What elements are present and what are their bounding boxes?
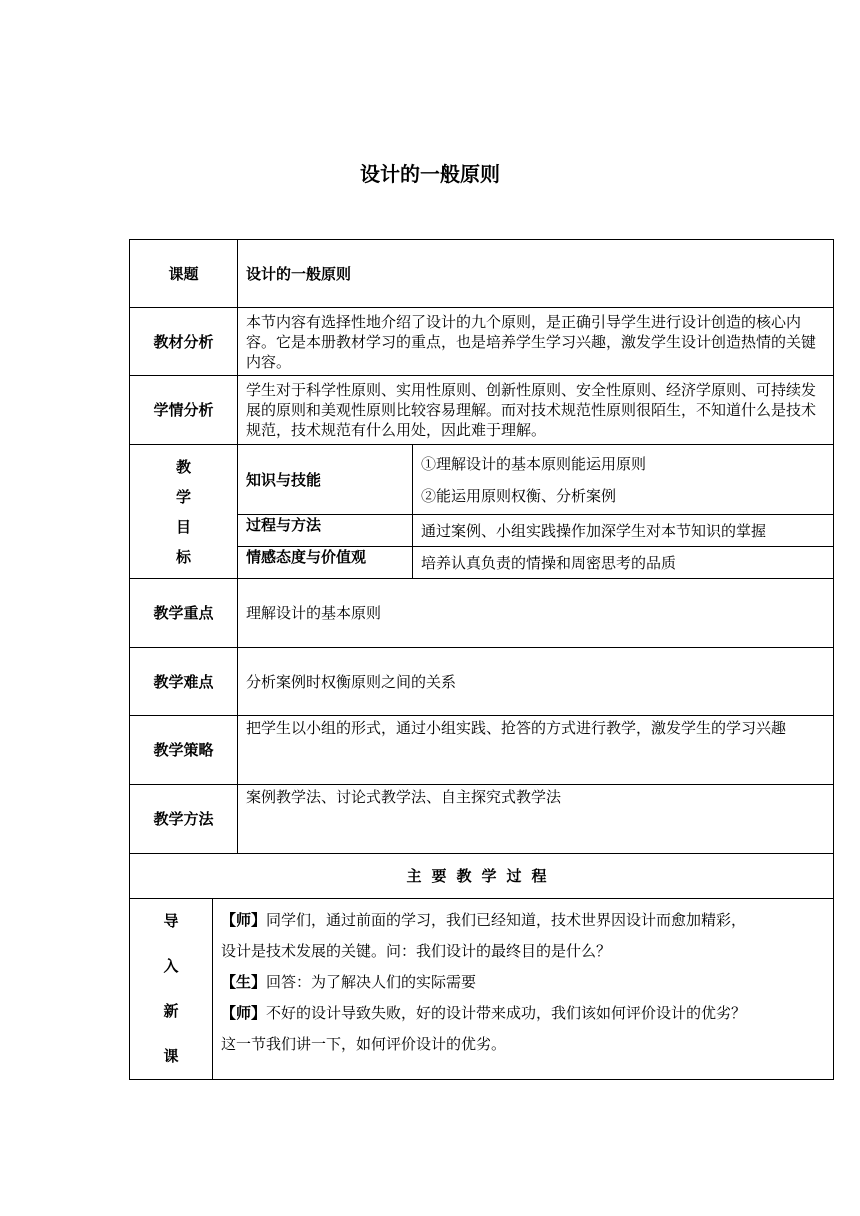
learners-label: 学情分析 bbox=[130, 376, 238, 445]
lesson-plan-table bbox=[129, 239, 834, 1080]
knowledge-item: ①理解设计的基本原则能运用原则 bbox=[421, 454, 647, 473]
intro-label-char: 课 bbox=[163, 1047, 179, 1065]
intro-line: 【生】回答：为了解决人们的实际需要 bbox=[221, 973, 477, 991]
knowledge-label: 知识与技能 bbox=[238, 445, 413, 515]
intro-label-char: 新 bbox=[163, 1002, 179, 1020]
strategy-value: 把学生以小组的形式，通过小组实践、抢答的方式进行教学，激发学生的学习兴趣 bbox=[238, 716, 834, 785]
row-difficulty bbox=[130, 648, 834, 716]
row-topic bbox=[130, 240, 834, 308]
row-learners bbox=[130, 376, 834, 445]
goals-label-char: 教 bbox=[176, 457, 192, 476]
intro-label-char: 入 bbox=[163, 957, 179, 975]
material-label: 教材分析 bbox=[130, 308, 238, 376]
goals-label bbox=[130, 445, 238, 579]
knowledge-values bbox=[413, 445, 834, 515]
goals-label-char: 学 bbox=[176, 487, 192, 506]
difficulty-label: 教学难点 bbox=[130, 648, 238, 716]
knowledge-item: ②能运用原则权衡、分析案例 bbox=[421, 486, 617, 505]
process-label: 过程与方法 bbox=[238, 515, 413, 547]
row-material bbox=[130, 308, 834, 376]
key-value: 理解设计的基本原则 bbox=[238, 579, 834, 648]
strategy-label: 教学策略 bbox=[130, 716, 238, 785]
intro-label-char: 导 bbox=[163, 912, 179, 930]
intro-line: 【师】同学们，通过前面的学习，我们已经知道，技术世界因设计而愈加精彩， bbox=[221, 911, 747, 929]
row-goal-knowledge bbox=[130, 445, 834, 515]
goals-label-char: 目 bbox=[176, 517, 192, 536]
row-intro bbox=[130, 899, 834, 1080]
emotion-label: 情感态度与价值观 bbox=[238, 547, 413, 579]
topic-value: 设计的一般原则 bbox=[238, 240, 834, 308]
difficulty-value: 分析案例时权衡原则之间的关系 bbox=[238, 648, 834, 716]
process-value: 通过案例、小组实践操作加深学生对本节知识的掌握 bbox=[413, 515, 834, 547]
process-heading: 主要教学过程 bbox=[130, 854, 834, 899]
row-key bbox=[130, 579, 834, 648]
goals-label-char: 标 bbox=[176, 547, 192, 566]
intro-line: 【师】不好的设计导致失败，好的设计带来成功，我们该如何评价设计的优劣？ bbox=[221, 1004, 747, 1022]
page-title: 设计的一般原则 bbox=[360, 162, 500, 186]
learners-value: 学生对于科学性原则、实用性原则、创新性原则、安全性原则、经济学原则、可持续发展的原则和美观性原则比较容易理解。而对技术规范性原则很陌生，不知道什么是技术规范，技术规范有什么用处，因此难于理解。 bbox=[238, 376, 834, 445]
topic-label: 课题 bbox=[130, 240, 238, 308]
row-strategy bbox=[130, 716, 834, 785]
intro-line: 这一节我们讲一下，如何评价设计的优劣。 bbox=[221, 1035, 507, 1053]
intro-label bbox=[130, 899, 213, 1080]
row-process-heading bbox=[130, 854, 834, 899]
method-label: 教学方法 bbox=[130, 785, 238, 854]
method-value: 案例教学法、讨论式教学法、自主探究式教学法 bbox=[238, 785, 834, 854]
emotion-value: 培养认真负责的情操和周密思考的品质 bbox=[413, 547, 834, 579]
row-method bbox=[130, 785, 834, 854]
key-label: 教学重点 bbox=[130, 579, 238, 648]
intro-content bbox=[213, 899, 834, 1080]
material-value: 本节内容有选择性地介绍了设计的九个原则，是正确引导学生进行设计创造的核心内容。它是本册教材学习的重点，也是培养学生学习兴趣，激发学生设计创造热情的关键内容。 bbox=[238, 308, 834, 376]
intro-line: 设计是技术发展的关键。问：我们设计的最终目的是什么？ bbox=[221, 942, 612, 960]
